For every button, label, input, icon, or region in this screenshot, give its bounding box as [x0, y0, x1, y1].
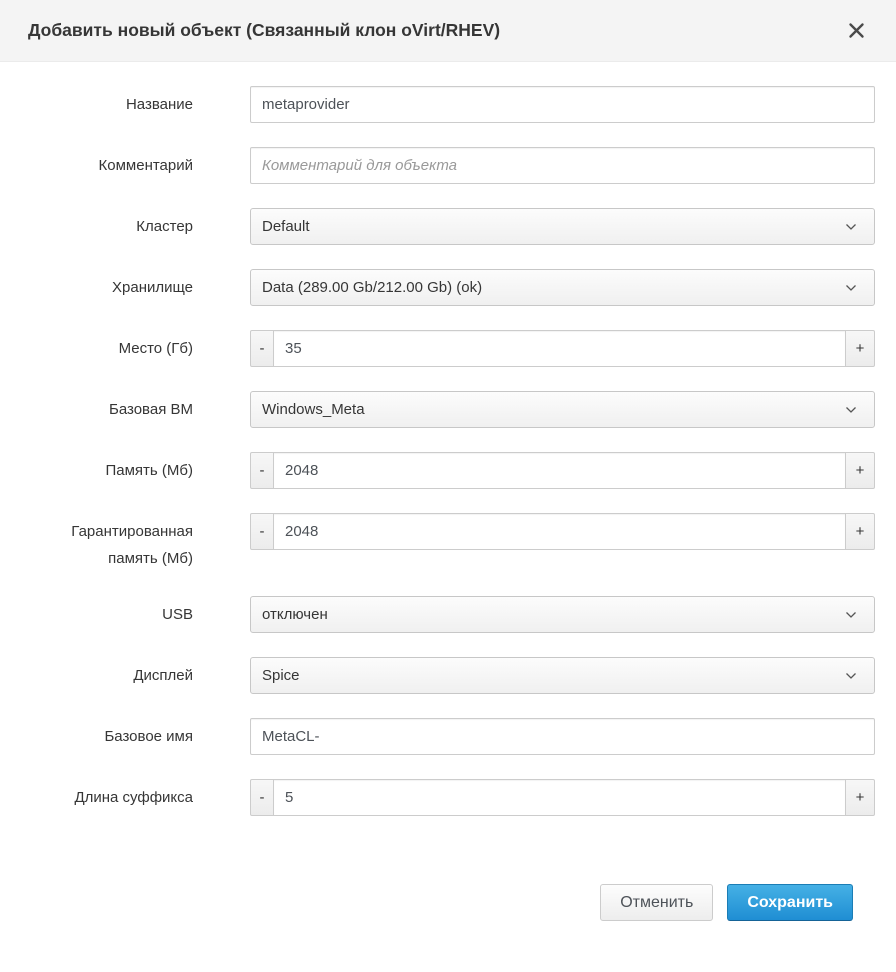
base-name-label: Базовое имя: [104, 728, 193, 745]
field-row-usb: [0, 596, 875, 633]
close-icon: [847, 28, 866, 43]
base-vm-select-value: Windows_Meta: [262, 401, 365, 418]
suffix-length-label: Длина суффикса: [74, 789, 193, 806]
chevron-down-icon: [845, 606, 857, 623]
cluster-select-value: Default: [262, 218, 310, 235]
decrement-button[interactable]: -: [250, 779, 274, 816]
display-select[interactable]: [250, 657, 875, 694]
dialog-footer: [0, 884, 875, 921]
base-vm-label: Базовая ВМ: [108, 401, 193, 418]
storage-select-value: Data (289.00 Gb/212.00 Gb) (ok): [262, 279, 483, 296]
field-row-storage: [0, 269, 875, 306]
decrement-button[interactable]: -: [250, 452, 274, 489]
chevron-down-icon: [845, 218, 857, 235]
decrement-button[interactable]: -: [250, 330, 274, 367]
comment-input[interactable]: [250, 147, 875, 184]
increment-button[interactable]: +: [845, 513, 875, 550]
field-row-base-name: [0, 718, 875, 755]
base-name-input[interactable]: [250, 718, 875, 755]
memory-label: Память (Мб): [105, 462, 193, 479]
decrement-button[interactable]: -: [250, 513, 274, 550]
disk-size-label: Место (Гб): [118, 340, 193, 357]
dialog-title: Добавить новый объект (Связанный клон oVirt/RHEV): [28, 20, 501, 40]
suffix-length-stepper: [250, 779, 875, 816]
base-vm-select[interactable]: [250, 391, 875, 428]
name-label: Название: [125, 96, 193, 113]
guaranteed-memory-input[interactable]: [273, 513, 846, 550]
field-row-disk-size: [0, 330, 875, 367]
name-input[interactable]: [250, 86, 875, 123]
dialog-header: [0, 0, 896, 62]
usb-label: USB: [162, 606, 193, 623]
cluster-select[interactable]: [250, 208, 875, 245]
increment-button[interactable]: +: [845, 779, 875, 816]
storage-label: Хранилище: [112, 279, 193, 296]
chevron-down-icon: [845, 401, 857, 418]
field-row-cluster: [0, 208, 875, 245]
field-row-memory: [0, 452, 875, 489]
increment-button[interactable]: +: [845, 330, 875, 367]
increment-button[interactable]: +: [845, 452, 875, 489]
field-row-display: [0, 657, 875, 694]
display-label: Дисплей: [133, 667, 193, 684]
field-row-suffix-length: [0, 779, 875, 816]
storage-select[interactable]: [250, 269, 875, 306]
memory-input[interactable]: [273, 452, 846, 489]
cancel-button[interactable]: Отменить: [600, 884, 713, 921]
field-row-comment: [0, 147, 875, 184]
chevron-down-icon: [845, 279, 857, 296]
comment-label: Комментарий: [98, 157, 193, 174]
guaranteed-memory-stepper: [250, 513, 875, 550]
usb-select-value: отключен: [262, 606, 328, 623]
close-button[interactable]: [843, 17, 870, 44]
field-row-base-vm: [0, 391, 875, 428]
disk-size-input[interactable]: [273, 330, 846, 367]
usb-select[interactable]: [250, 596, 875, 633]
dialog-body: [0, 62, 896, 921]
field-row-name: [0, 86, 875, 123]
disk-size-stepper: [250, 330, 875, 367]
guaranteed-memory-label: Гарантированная память (Мб): [71, 523, 193, 567]
cluster-label: Кластер: [136, 218, 193, 235]
display-select-value: Spice: [262, 667, 300, 684]
chevron-down-icon: [845, 667, 857, 684]
save-button[interactable]: Сохранить: [727, 884, 853, 921]
memory-stepper: [250, 452, 875, 489]
field-row-guaranteed-memory: [0, 513, 875, 572]
suffix-length-input[interactable]: [273, 779, 846, 816]
